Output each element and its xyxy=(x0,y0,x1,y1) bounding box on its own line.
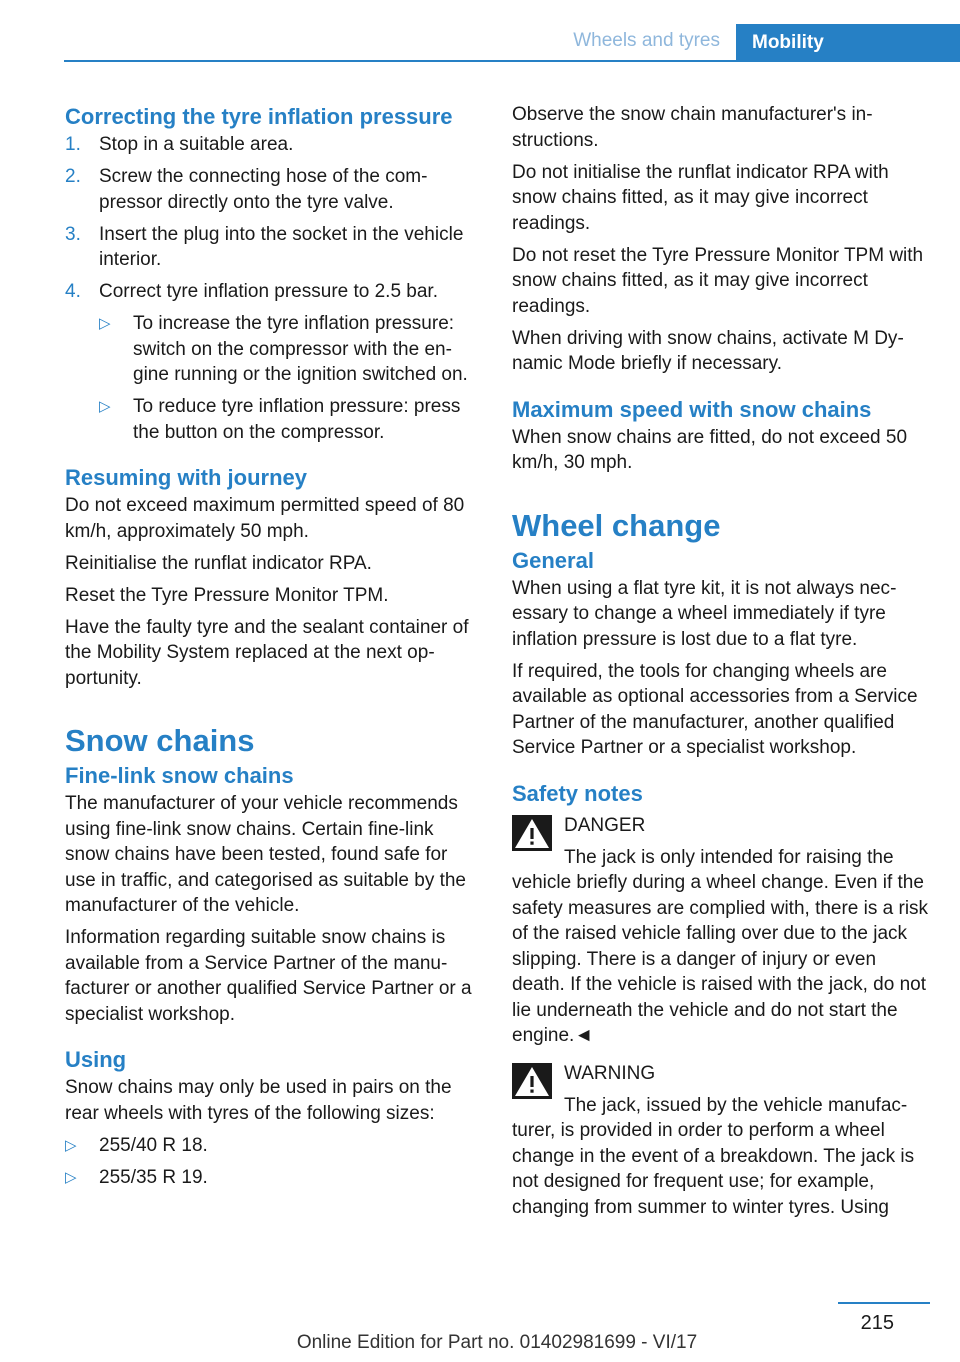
paragraph: Observe the snow chain manufacturer's instructions. xyxy=(512,104,873,151)
warning-text: The jack, issued by the vehicle manufacturer, is provided in order to perform a wheel change in the event of a breakdown. The jack is not designed for frequent use; for example, changing from summer to winter tyres. Using xyxy=(512,1094,915,1218)
danger-text: The jack is only intended for raising the vehicle briefly during a wheel change. Even if the safety measures are complied with, there is a risk of the raised vehicle falling over due to the jack slipping. There is a danger of injury or even death. If the vehicle is raised with the jack, do not lie underneath the vehicle and do not start the engine.◄ xyxy=(512,846,929,1046)
bullet-triangle-icon: ▷ xyxy=(65,1136,77,1154)
right-column xyxy=(512,102,930,1232)
substep-text: To increase the tyre inflation pressure: switch on the compressor with the engine running or the ignition switched on. xyxy=(133,313,468,385)
heading-snow-chains: Snow chains xyxy=(65,723,255,758)
warning-notice xyxy=(512,1061,930,1221)
heading-using: Using xyxy=(65,1047,127,1072)
substeps-list xyxy=(99,311,481,445)
step-text: Insert the plug into the socket in the vehicle interior. xyxy=(99,223,464,270)
paragraph: When driving with snow chains, activate M Dynamic Mode briefly if necessary. xyxy=(512,327,904,374)
step-text: Correct tyre inflation pressure to 2.5 bar. xyxy=(99,281,438,302)
heading-fine-link-snow-chains: Fine-link snow chains xyxy=(65,763,294,788)
paragraph: When using a flat tyre kit, it is not always necessary to change a wheel immediately if tyre inflation pressure is lost due to a flat tyre. xyxy=(512,577,897,650)
heading-correcting-pressure: Correcting the tyre inflation pressure xyxy=(65,104,453,129)
paragraph: Information regarding suitable snow chains is available from a Service Partner of the manufacturer or another qualified Service Partner or a specialist workshop. xyxy=(65,927,472,1025)
warning-title: WARNING xyxy=(564,1062,656,1084)
paragraph: The manufacturer of your vehicle recommends using fine-link snow chains. Certain fine-link snow chains have been tested, found safe for use in traffic, and categorised as suitable by the manufacturer of the vehicle. xyxy=(65,793,467,916)
step-text: Screw the connecting hose of the compressor directly onto the tyre valve. xyxy=(99,166,428,213)
warning-triangle-icon xyxy=(512,815,552,851)
list-item xyxy=(65,1165,481,1191)
paragraph: Do not exceed maximum permitted speed of 80 km/h, approximately 50 mph. xyxy=(65,495,465,542)
list-item xyxy=(99,394,481,445)
tyre-size: 255/35 R 19. xyxy=(99,1166,208,1188)
paragraph: Do not initialise the runflat indicator RPA with snow chains fitted, as it may give incorrect readings. xyxy=(512,161,889,234)
list-item xyxy=(65,164,481,215)
paragraph: When snow chains are fitted, do not exceed 50 km/h, 30 mph. xyxy=(512,426,908,473)
footer-rule xyxy=(838,1302,930,1304)
paragraph: Reset the Tyre Pressure Monitor TPM. xyxy=(65,584,389,606)
edition-info: Online Edition for Part no. 01402981699 - VI/17 xyxy=(296,1332,698,1353)
bullet-triangle-icon: ▷ xyxy=(65,1168,77,1186)
paragraph: Reinitialise the runflat indicator RPA. xyxy=(65,552,372,574)
danger-notice xyxy=(512,813,930,1049)
page-footer xyxy=(64,1302,930,1362)
list-item xyxy=(65,132,481,158)
heading-max-speed-snow-chains: Maximum speed with snow chains xyxy=(512,396,872,422)
paragraph: If required, the tools for changing wheels are available as optional accessories from a Service Partner of the manufacturer, another qualified Service Partner or a specialist workshop. xyxy=(512,660,918,758)
paragraph: Snow chains may only be used in pairs on the rear wheels with tyres of the following sizes: xyxy=(65,1077,452,1124)
tyre-size: 255/40 R 18. xyxy=(99,1134,208,1156)
list-item xyxy=(65,1133,481,1159)
substep-text: To reduce tyre inflation pressure: press the button on the compressor. xyxy=(133,396,461,443)
list-item xyxy=(99,311,481,388)
step-number: 3. xyxy=(65,223,81,245)
step-text: Stop in a suitable area. xyxy=(99,134,294,155)
page-number: 215 xyxy=(860,1312,894,1334)
heading-general: General xyxy=(512,547,594,573)
warning-triangle-icon xyxy=(512,1063,552,1099)
header-rule xyxy=(64,60,960,62)
paragraph: Do not reset the Tyre Pressure Monitor TPM with snow chains fitted, as it may give incorrect readings. xyxy=(512,244,924,317)
danger-title: DANGER xyxy=(564,814,646,836)
bullet-triangle-icon: ▷ xyxy=(99,315,111,332)
header-section-label: Wheels and tyres xyxy=(573,30,720,51)
header-chapter-tab: Mobility xyxy=(736,24,960,62)
steps-list xyxy=(65,132,481,445)
heading-wheel-change: Wheel change xyxy=(512,507,721,543)
left-column xyxy=(65,102,481,1197)
bullet-triangle-icon: ▷ xyxy=(99,398,111,415)
heading-safety-notes: Safety notes xyxy=(512,780,643,806)
step-number: 2. xyxy=(65,166,81,187)
list-item xyxy=(65,222,481,273)
heading-resuming-journey: Resuming with journey xyxy=(65,465,308,490)
step-number: 1. xyxy=(65,134,81,155)
paragraph: Have the faulty tyre and the sealant container of the Mobility System replaced at the next opportunity. xyxy=(65,616,469,689)
list-item xyxy=(65,279,481,305)
page-header xyxy=(64,24,960,62)
step-number: 4. xyxy=(65,281,81,302)
